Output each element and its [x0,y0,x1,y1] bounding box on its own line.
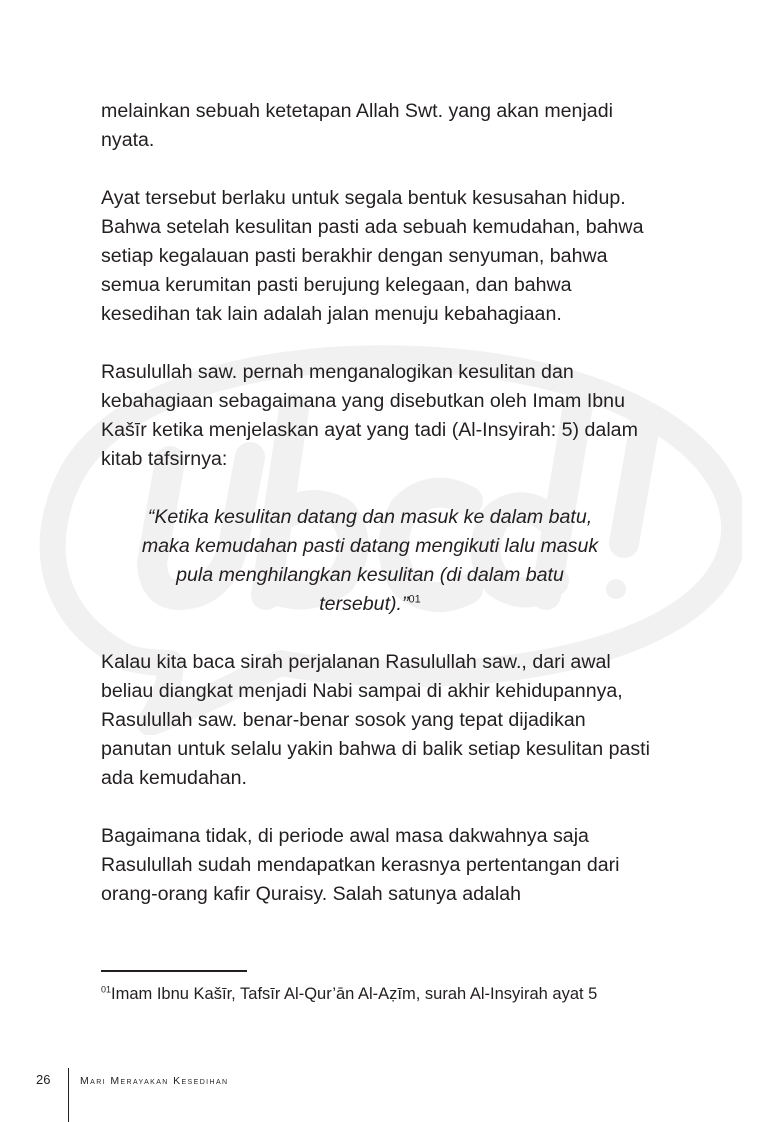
body-paragraph: melainkan sebuah ketetapan Allah Swt. yang akan menjadi nyata. [101,100,613,151]
body-paragraph: Ayat tersebut berlaku untuk segala bentuk kesusahan hidup. Bahwa setelah kesulitan pasti ada sebuah kemudahan, bahwa setiap kegalauan pasti berakhir dengan senyuman, bahwa semua kerumitan pasti berujung kelegaan, dan bahwa kesedihan tak lain adalah jalan menuju kebahagiaan. [101,187,644,325]
body-paragraph: Bagaimana tidak, di periode awal masa dakwahnya saja Rasulullah sudah mendapatkan kerasnya pertentangan dari orang-orang kafir Quraisy. Salah satunya adalah [101,825,620,905]
running-head: Mari Merayakan Kesedihan [80,1075,229,1087]
page-body [101,97,661,938]
footnote-divider [101,970,247,972]
body-paragraph: Rasulullah saw. pernah menganalogikan kesulitan dan kebahagiaan sebagaimana yang disebutkan oleh Imam Ibnu Kašīr ketika menjelaskan ayat yang tadi (Al-Insyirah: 5) dalam kitab tafsirnya: [101,361,638,470]
footnote [101,983,597,1005]
footnote-text: Imam Ibnu Kašīr, Tafsīr Al-Qur’ān Al-Aẓīm, surah Al-Insyirah ayat 5 [111,985,598,1003]
footnote-number: 01 [101,984,112,995]
footer-divider [68,1068,69,1122]
footnote-reference: 01 [408,593,421,606]
page-number: 26 [36,1072,51,1087]
block-quote [101,503,661,619]
body-paragraph: Kalau kita baca sirah perjalanan Rasulullah saw., dari awal beliau diangkat menjadi Nabi sampai di akhir kehidupannya, Rasulullah saw. benar-benar sosok yang tepat dijadikan panutan untuk selalu yakin bahwa di balik setiap kesulitan pasti ada kemudahan. [101,651,650,789]
quote-text: “Ketika kesulitan datang dan masuk ke dalam batu, maka kemudahan pasti datang mengikuti lalu masuk pula menghilangkan kesulitan (di dalam batu tersebut).” [141,506,599,615]
